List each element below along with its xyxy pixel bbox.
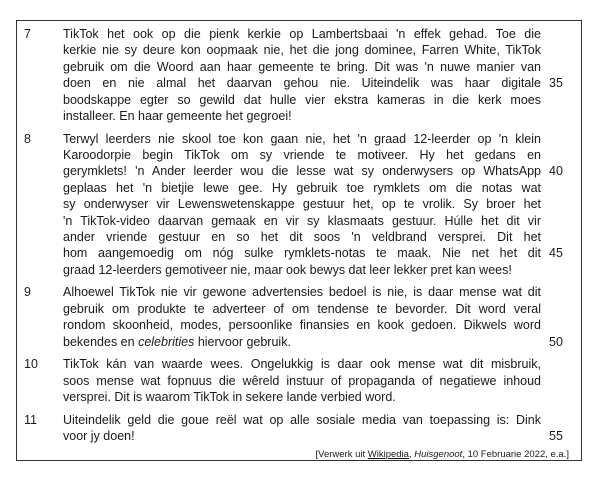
text-line [63, 229, 541, 245]
text-span: soos mense wat fopnuus die wêreld instuur of propaganda of negatiewe inhoud [63, 373, 541, 388]
text-line [63, 75, 541, 91]
text-line [63, 92, 541, 108]
passage-box [16, 20, 582, 461]
text-span: hiervoor gebruik. [194, 334, 291, 349]
text-span: sy onderwyser vir Lewenswetenskappe gestuur het, op te vrolik. Sy broer het [63, 197, 541, 212]
text-line [63, 131, 541, 147]
line-number-marker: 40 [549, 164, 563, 179]
text-span: kerkie nie sy deure kon oopmaak nie, het die jong dominee, Farren White, TikTok [63, 43, 541, 58]
text-line [63, 42, 541, 58]
text-line [63, 412, 541, 428]
text-span: doen en nie almal het daarvan gehou nie. Uiteindelik was haar digitale [63, 76, 541, 91]
text-line [63, 59, 541, 75]
line-number-marker: 35 [549, 76, 563, 91]
text-line [63, 245, 541, 261]
text-span: Karoodorpie begin TikTok om sy vriende te motiveer. Hy het gedans en [63, 147, 541, 162]
text-span: Terwyl leerders nie skool toe kon gaan nie, het 'n graad 12-leerder op 'n klein [63, 131, 541, 146]
text-line [63, 317, 541, 333]
text-span: ander vriende gestuur en so het dit soos 'n veldbrand versprei. Dit het [63, 229, 541, 244]
paragraph-number: 9 [24, 285, 31, 300]
text-span: gebruik om die Woord aan haar gemeente te bring. Dit was 'n nuwe manier van [63, 59, 541, 74]
text-span: TikTok het ook op die pienk kerkie op Lambertsbaai 'n effek gehad. Toe die [63, 27, 541, 41]
text-line [63, 213, 541, 229]
paragraph-number: 10 [24, 357, 38, 372]
source-prefix: [Verwerk uit [315, 449, 368, 460]
source-wikipedia: Wikipedia [367, 449, 409, 460]
text-span: Alhoewel TikTok nie vir gewone advertensies bedoel is nie, is daar mense wat dit [63, 285, 541, 300]
text-line [63, 356, 541, 372]
text-line [63, 180, 541, 196]
source-sep: , [408, 449, 415, 460]
line-number-marker: 55 [549, 428, 563, 443]
text-span: TikTok kán van waarde wees. Ongelukkig is daar ook mense wat dit misbruik, [63, 357, 541, 372]
text-line [63, 147, 541, 163]
source-huisgenoot: Huisgenoot [414, 449, 463, 460]
text-line [63, 26, 541, 42]
text-line [63, 108, 541, 124]
text-span: voor jy doen! [63, 428, 135, 443]
text-line [63, 163, 541, 179]
text-span: rondom skoonheid, modes, persoonlike finansies en kook gedoen. Dikwels word [63, 318, 541, 333]
text-span: installeer. En haar gemeente het gegroei! [63, 109, 292, 123]
paragraph-number: 7 [24, 27, 31, 41]
text-line [63, 389, 541, 405]
source-suffix: , 10 Februarie 2022, e.a.] [462, 449, 569, 460]
text-span: bekendes en [63, 334, 139, 349]
line-number-marker: 50 [549, 334, 563, 349]
text-span: graad 12-leerders gemotiveer nie, maar ook bewys dat leer lekker pret kan wees! [63, 262, 512, 277]
text-span: gerymklets! 'n Ander leerder wou die lesse wat sy onderwysers op WhatsApp [63, 164, 541, 179]
paragraph-number: 11 [24, 412, 37, 427]
paragraph-number: 8 [24, 131, 31, 146]
text-line [63, 262, 541, 278]
text-span: 'n TikTok-video daarvan gemaak en vir sy klasmaats gestuur. Húlle het dit vir [63, 213, 541, 228]
text-line [63, 428, 541, 444]
text-span: boodskappe egter so gewild dat hulle vier ekstra kameras in die kerk moes [63, 92, 541, 107]
text-span: gebruik om produkte te adverteer of om tendense te bevorder. Dit word veral [63, 301, 541, 316]
text-line [63, 301, 541, 317]
text-span: Uiteindelik geld die goue reël wat op alle sosiale media van toepassing is: Dink [63, 412, 541, 427]
text-line [63, 196, 541, 212]
line-number-marker: 45 [549, 246, 563, 261]
text-span: geplaas het 'n bietjie lewe gee. Hy gebruik toe rymklets om die notas wat [63, 180, 541, 195]
text-line [63, 373, 541, 389]
text-line [63, 284, 541, 300]
text-span: hom aangemoedig om nóg sulke rymklets-notas te maak. Nie net het dit [63, 246, 541, 261]
text-line [63, 334, 541, 350]
italic-text: celebrities [138, 334, 195, 349]
source-citation [316, 449, 570, 461]
text-span: versprei. Dit is waarom TikTok in sekere lande verbied word. [63, 389, 396, 404]
